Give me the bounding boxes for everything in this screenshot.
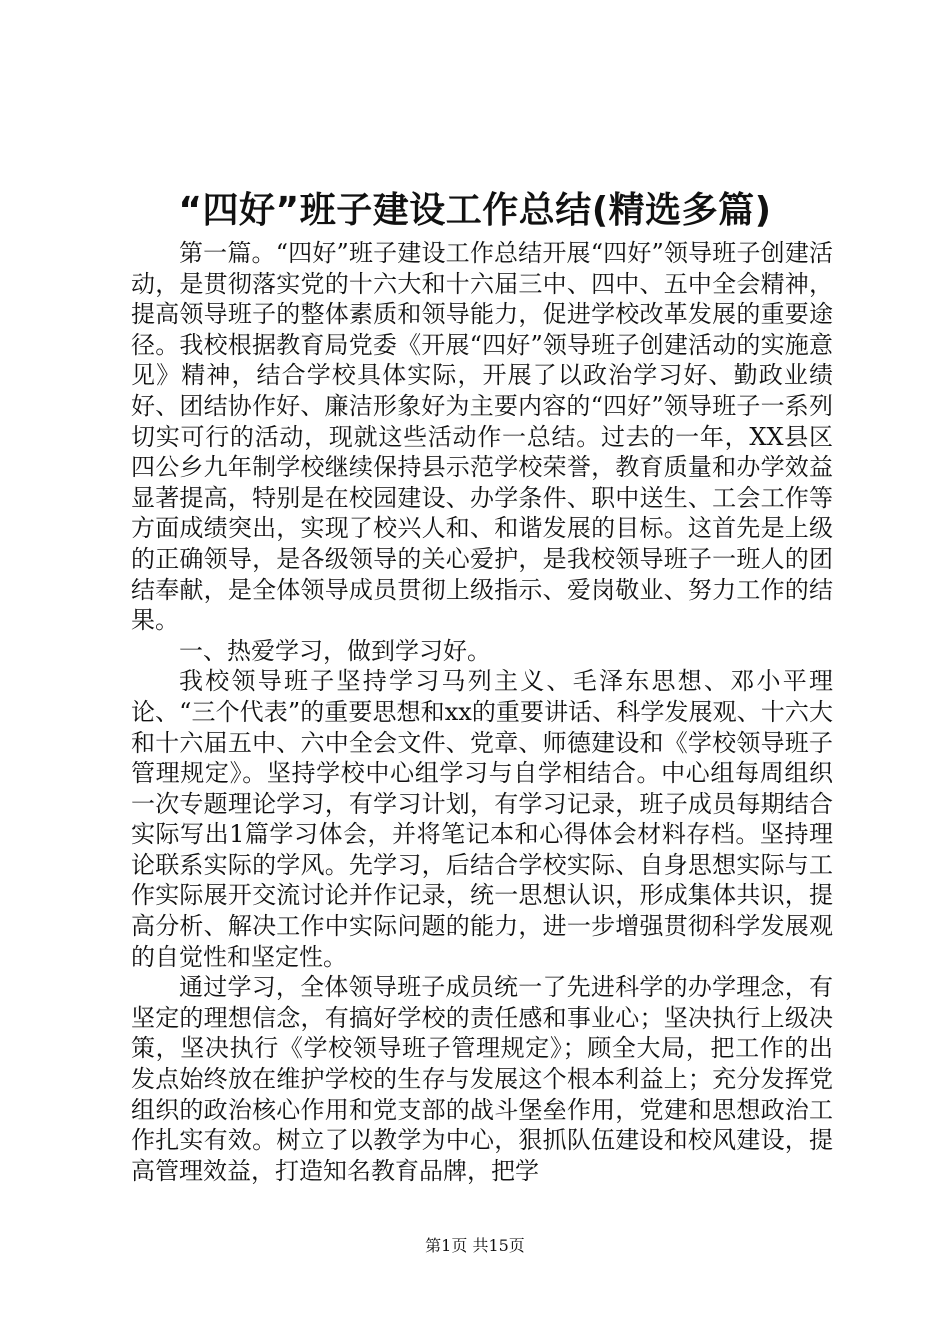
paragraph-study-practice: 我校领导班子坚持学习马列主义、毛泽东思想、邓小平理论、“三个代表”的重要思想和xx的重要讲话、科学发展观、十六大和十六届五中、六中全会文件、党章、师德建设和《学校领导班子管理规定》。坚持学校中心组学习与自学相结合。中心组每周组织一次专题理论学习，有学习计划，有学习记录，班子成员每期结合实际写出1篇学习体会，并将笔记本和心得体会材料存档。坚持理论联系实际的学风。先学习，后结合学校实际、自身思想实际与工作实际展开交流讨论并作记录，统一思想认识，形成集体共识，提高分析、解决工作中实际问题的能力，进一步增强贯彻科学发展观的自觉性和坚定性。: [131, 667, 833, 971]
paragraph-intro: 第一篇。“四好”班子建设工作总结开展“四好”领导班子创建活动，是贯彻落实党的十六大和十六届三中、四中、五中全会精神，提高领导班子的整体素质和领导能力，促进学校改革发展的重要途径。我校根据教育局党委《开展“四好”领导班子创建活动的实施意见》精神，结合学校具体实际，开展了以政治学习好、勤政业绩好、团结协作好、廉洁形象好为主要内容的“四好”领导班子一系列切实可行的活动，现就这些活动作一总结。过去的一年，XX县区四公乡九年制学校继续保持县示范学校荣誉，教育质量和办学效益显著提高，特别是在校园建设、办学条件、职中送生、工会工作等方面成绩突出，实现了校兴人和、和谐发展的目标。这首先是上级的正确领导，是各级领导的关心爱护，是我校领导班子一班人的团结奉献，是全体领导成员贯彻上级指示、爱岗敬业、努力工作的结果。: [131, 239, 833, 635]
paragraph-study-results: 通过学习，全体领导班子成员统一了先进科学的办学理念，有坚定的理想信念，有搞好学校的责任感和事业心；坚决执行上级决策，坚决执行《学校领导班子管理规定》；顾全大局，把工作的出发点始终放在维护学校的生存与发展这个根本利益上；充分发挥党组织的政治核心作用和党支部的战斗堡垒作用，党建和思想政治工作扎实有效。树立了以教学为中心，狠抓队伍建设和校风建设，提高管理效益，打造知名教育品牌，把学: [131, 973, 833, 1185]
document-title: “四好”班子建设工作总结(精选多篇): [178, 190, 772, 231]
page-number: 第1页 共15页: [425, 1236, 525, 1255]
document-body: [131, 238, 833, 1186]
section-heading-study: 一、热爱学习，做到学习好。: [179, 636, 491, 665]
page-footer: [0, 1235, 950, 1257]
